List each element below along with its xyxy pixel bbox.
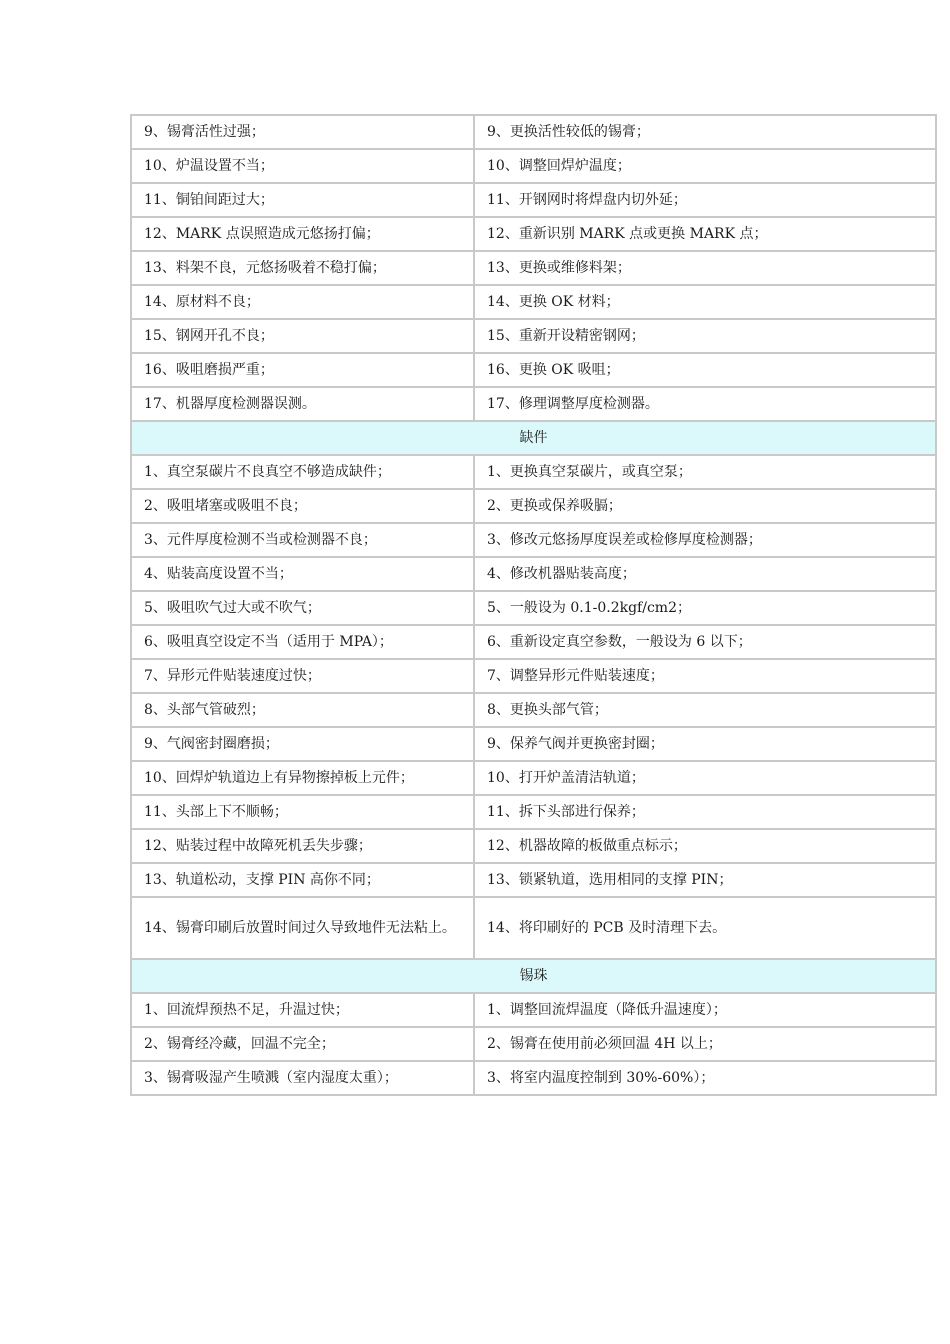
table-row xyxy=(131,523,936,557)
solution-cell: 10、打开炉盖清洁轨道； xyxy=(474,761,936,795)
table-row xyxy=(131,557,936,591)
cause-cell: 1、回流焊预热不足，升温过快； xyxy=(131,993,474,1027)
cause-cell: 14、原材料不良； xyxy=(131,285,474,319)
cause-cell: 12、MARK 点误照造成元悠扬打偏； xyxy=(131,217,474,251)
table-row xyxy=(131,489,936,523)
cause-cell: 13、轨道松动，支撑 PIN 高你不同； xyxy=(131,863,474,897)
solution-cell: 1、更换真空泵碳片，或真空泵； xyxy=(474,455,936,489)
section-header-row xyxy=(131,959,936,993)
solution-cell: 3、修改元悠扬厚度误差或检修厚度检测器； xyxy=(474,523,936,557)
table-row xyxy=(131,897,936,959)
table-row xyxy=(131,727,936,761)
solution-cell: 11、开钢网时将焊盘内切外延； xyxy=(474,183,936,217)
table-row xyxy=(131,693,936,727)
cause-cell: 8、头部气管破烈； xyxy=(131,693,474,727)
solution-cell: 11、拆下头部进行保养； xyxy=(474,795,936,829)
solution-cell: 8、更换头部气管； xyxy=(474,693,936,727)
table-row xyxy=(131,285,936,319)
table-row xyxy=(131,659,936,693)
cause-cell: 5、吸咀吹气过大或不吹气； xyxy=(131,591,474,625)
cause-cell: 7、异形元件贴装速度过快； xyxy=(131,659,474,693)
solution-cell: 6、重新设定真空参数，一般设为 6 以下； xyxy=(474,625,936,659)
solution-cell: 13、锁紧轨道，选用相同的支撑 PIN； xyxy=(474,863,936,897)
solution-cell: 5、一般设为 0.1-0.2kgf/cm2； xyxy=(474,591,936,625)
solution-cell: 9、更换活性较低的锡膏； xyxy=(474,115,936,149)
cause-cell: 9、气阀密封圈磨损； xyxy=(131,727,474,761)
cause-cell: 9、锡膏活性过强； xyxy=(131,115,474,149)
solution-cell: 7、调整异形元件贴装速度； xyxy=(474,659,936,693)
cause-cell: 3、锡膏吸湿产生喷溅（室内湿度太重）； xyxy=(131,1061,474,1095)
cause-cell: 16、吸咀磨损严重； xyxy=(131,353,474,387)
cause-cell: 11、头部上下不顺畅； xyxy=(131,795,474,829)
solution-cell: 10、调整回焊炉温度； xyxy=(474,149,936,183)
solution-cell: 15、重新开设精密钢网； xyxy=(474,319,936,353)
cause-cell: 13、料架不良，元悠扬吸着不稳打偏； xyxy=(131,251,474,285)
solution-cell: 1、调整回流焊温度（降低升温速度）； xyxy=(474,993,936,1027)
solution-cell: 9、保养气阀并更换密封圈； xyxy=(474,727,936,761)
section-header-row xyxy=(131,421,936,455)
table-row xyxy=(131,217,936,251)
cause-cell: 3、元件厚度检测不当或检测器不良； xyxy=(131,523,474,557)
table-row xyxy=(131,455,936,489)
section-header-solder-balls: 锡珠 xyxy=(131,959,936,993)
table-row xyxy=(131,387,936,421)
table-row xyxy=(131,829,936,863)
defect-cause-solution-table xyxy=(130,114,937,1096)
solution-cell: 16、更换 OK 吸咀； xyxy=(474,353,936,387)
table-row xyxy=(131,149,936,183)
solution-cell: 4、修改机器贴装高度； xyxy=(474,557,936,591)
solution-cell: 12、机器故障的板做重点标示； xyxy=(474,829,936,863)
cause-cell: 6、吸咀真空设定不当（适用于 MPA）； xyxy=(131,625,474,659)
table-row xyxy=(131,993,936,1027)
table-row xyxy=(131,1061,936,1095)
table-row xyxy=(131,183,936,217)
table-row xyxy=(131,251,936,285)
solution-cell: 12、重新识别 MARK 点或更换 MARK 点； xyxy=(474,217,936,251)
solution-cell: 14、更换 OK 材料； xyxy=(474,285,936,319)
table-row xyxy=(131,761,936,795)
cause-cell: 15、钢网开孔不良； xyxy=(131,319,474,353)
document-page xyxy=(130,114,935,1096)
cause-cell: 12、贴装过程中故障死机丢失步骤； xyxy=(131,829,474,863)
cause-cell: 2、吸咀堵塞或吸咀不良； xyxy=(131,489,474,523)
cause-cell: 10、回焊炉轨道边上有异物擦掉板上元件； xyxy=(131,761,474,795)
table-row xyxy=(131,319,936,353)
cause-cell: 14、锡膏印刷后放置时间过久导致地件无法粘上。 xyxy=(131,897,474,959)
table-row xyxy=(131,353,936,387)
cause-cell: 10、炉温设置不当； xyxy=(131,149,474,183)
solution-cell: 13、更换或维修料架； xyxy=(474,251,936,285)
solution-cell: 3、将室内温度控制到 30%-60%）； xyxy=(474,1061,936,1095)
table-row xyxy=(131,625,936,659)
table-row xyxy=(131,863,936,897)
table-row xyxy=(131,115,936,149)
solution-cell: 2、锡膏在使用前必须回温 4H 以上； xyxy=(474,1027,936,1061)
solution-cell: 17、修理调整厚度检测器。 xyxy=(474,387,936,421)
cause-cell: 1、真空泵碳片不良真空不够造成缺件； xyxy=(131,455,474,489)
section-header-missing-parts: 缺件 xyxy=(131,421,936,455)
cause-cell: 17、机器厚度检测器误测。 xyxy=(131,387,474,421)
table-row xyxy=(131,1027,936,1061)
cause-cell: 2、锡膏经冷藏，回温不完全； xyxy=(131,1027,474,1061)
table-row xyxy=(131,795,936,829)
cause-cell: 4、贴装高度设置不当； xyxy=(131,557,474,591)
cause-cell: 11、铜铂间距过大； xyxy=(131,183,474,217)
solution-cell: 2、更换或保养吸膈； xyxy=(474,489,936,523)
solution-cell: 14、将印刷好的 PCB 及时清理下去。 xyxy=(474,897,936,959)
table-row xyxy=(131,591,936,625)
